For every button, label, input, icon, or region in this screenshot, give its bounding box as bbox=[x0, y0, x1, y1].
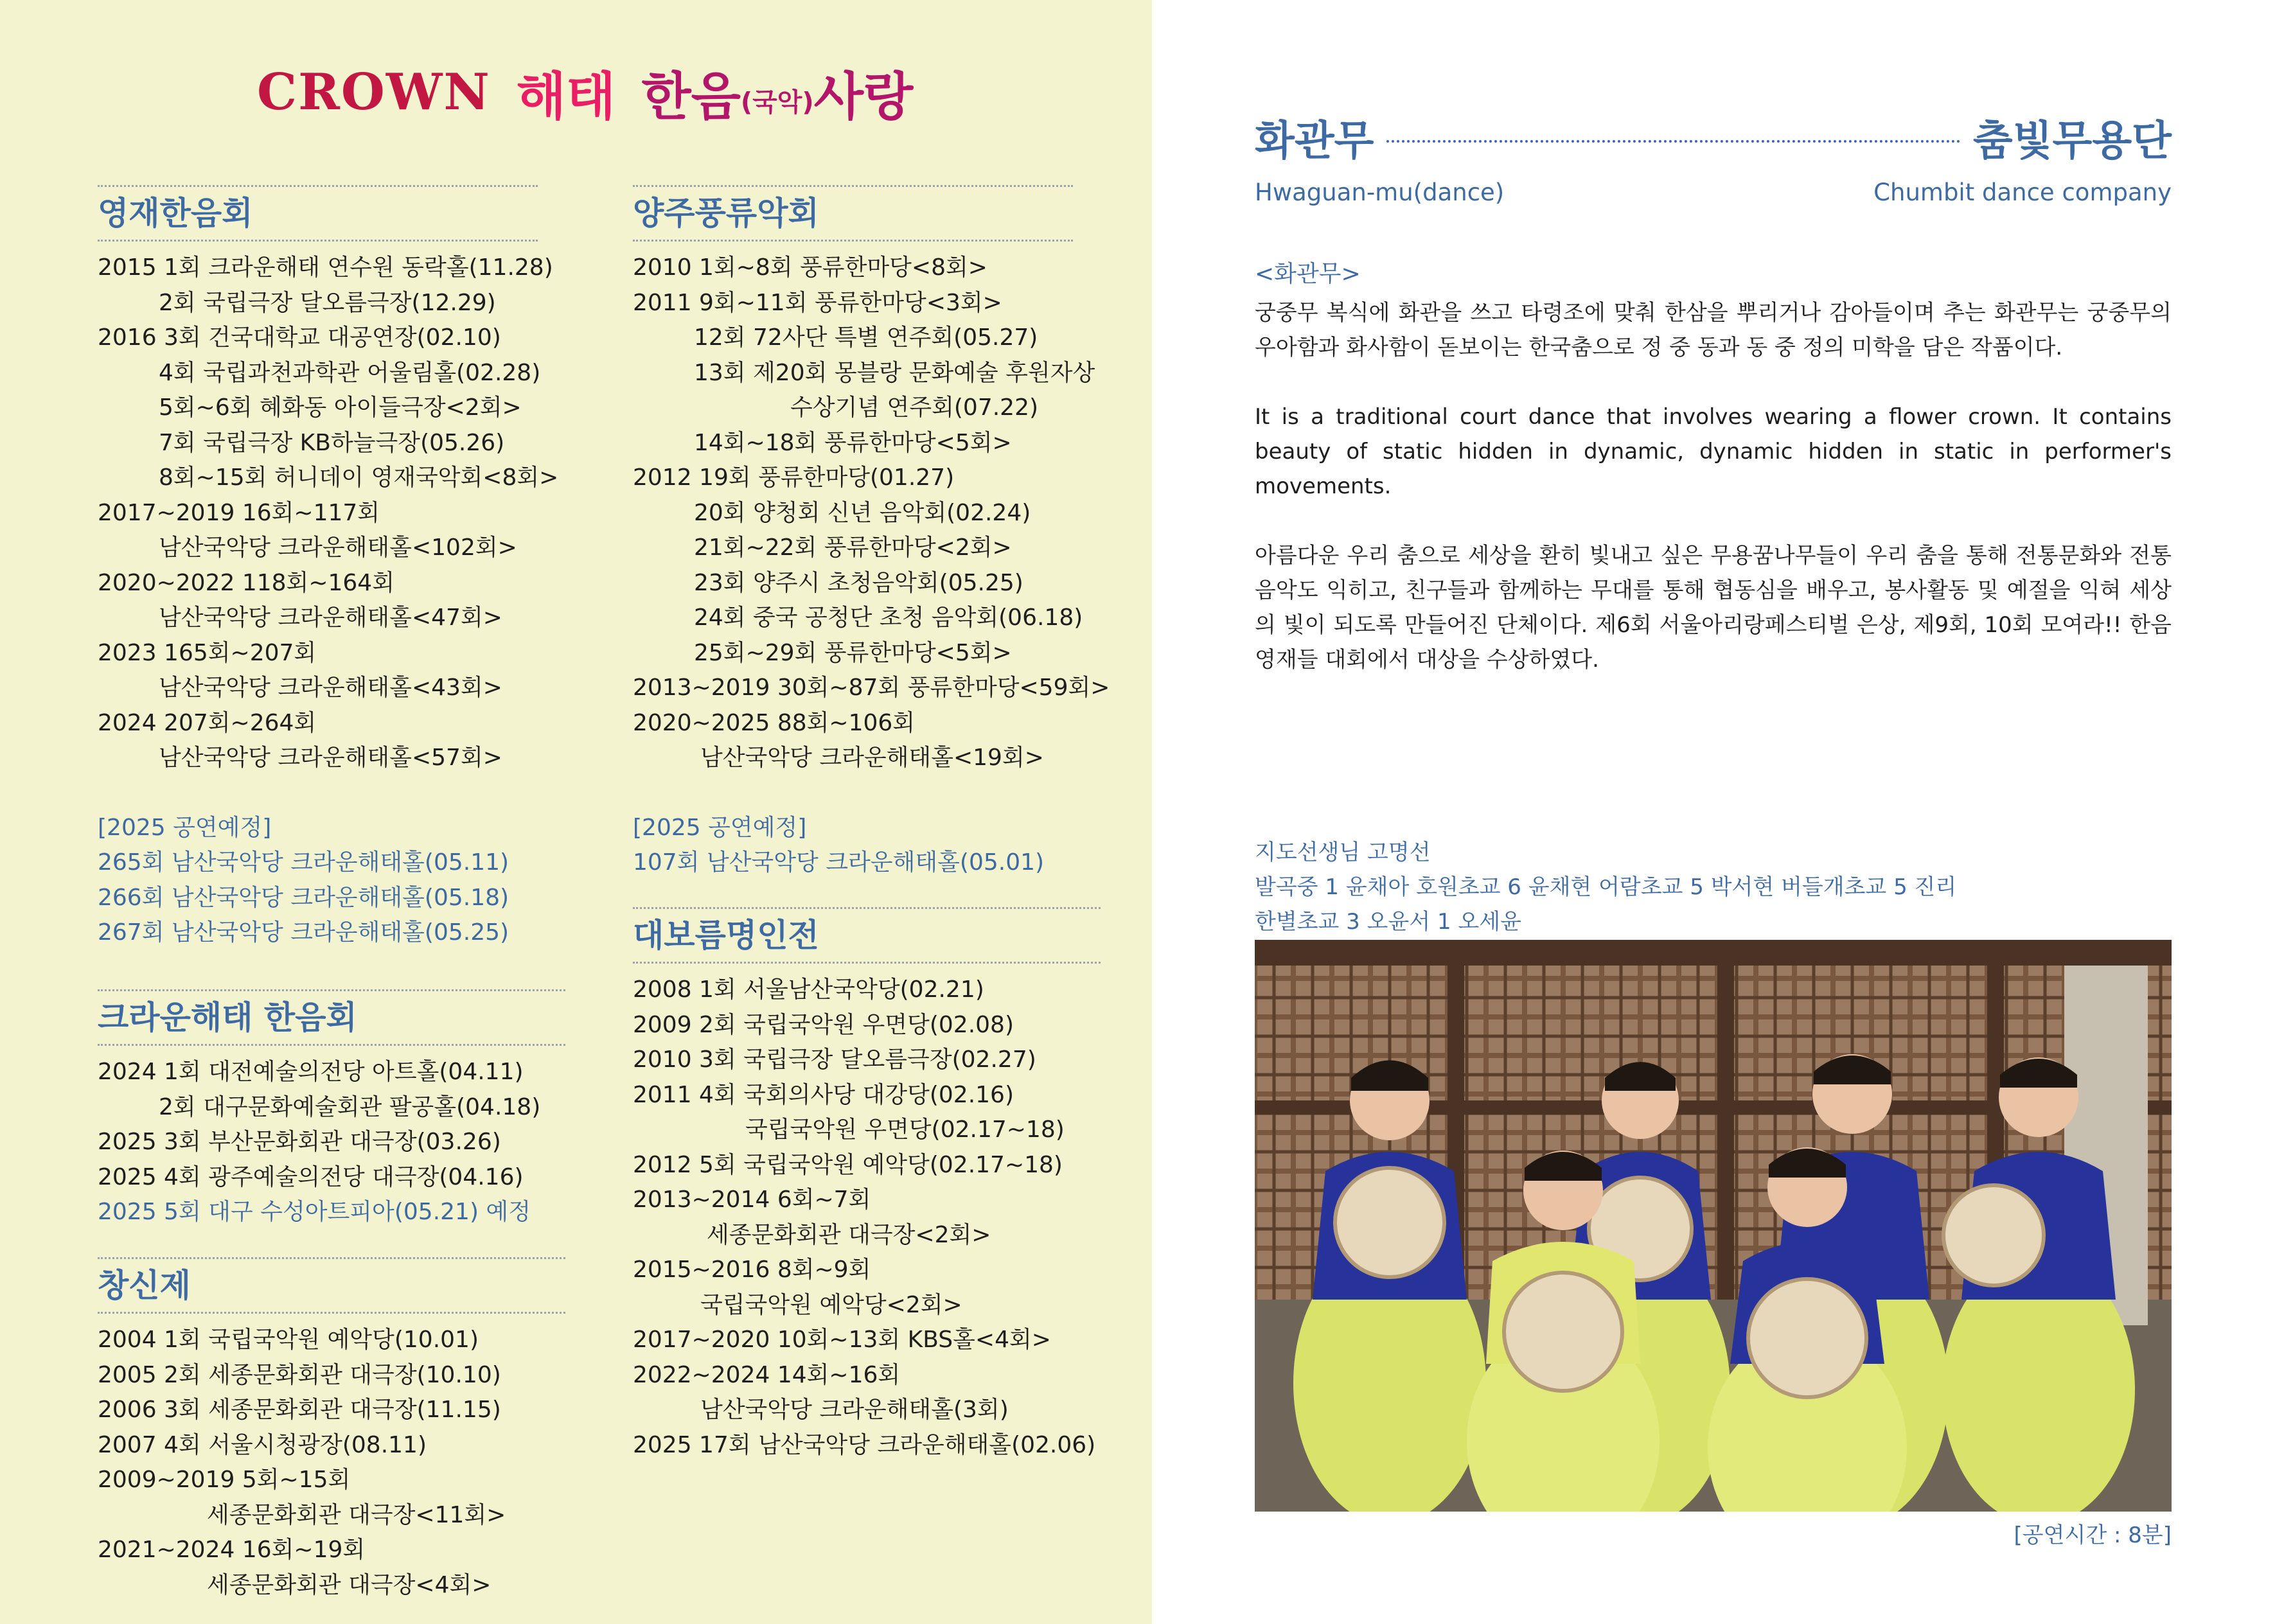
history-line: 2024 1회 대전예술의전당 아트홀(04.11) bbox=[98, 1059, 524, 1085]
daeboreum-history bbox=[633, 973, 1101, 1463]
history-line: 8회~15회 허니데이 영재국악회<8회> bbox=[159, 464, 559, 491]
piece-description bbox=[1255, 257, 2172, 712]
history-line: 2005 2회 세종문화회관 대극장(10.10) bbox=[98, 1361, 501, 1388]
section-crown-hanum bbox=[98, 989, 565, 1230]
history-line: 2013~2019 30회~87회 풍류한마당<59회> bbox=[633, 675, 1110, 701]
piece-title: 화관무 bbox=[1255, 118, 1374, 165]
history-line: 국립국악원 예악당<2회> bbox=[700, 1291, 962, 1318]
history-line: 2020~2025 88회~106회 bbox=[633, 709, 916, 736]
spacer bbox=[98, 776, 538, 811]
history-line: 남산국악당 크라운해태홀<57회> bbox=[159, 745, 502, 771]
history-line: 2020~2022 118회~164회 bbox=[98, 569, 394, 596]
planned-heading: [2025 공연예정] bbox=[633, 814, 807, 841]
members-line: 한별초교 3 오윤서 1 오세윤 bbox=[1255, 909, 1521, 935]
history-line: 남산국악당 크라운해태홀<43회> bbox=[159, 675, 502, 701]
history-line: 2013~2014 6회~7회 bbox=[633, 1187, 871, 1213]
history-line: 세종문화회관 대극장<2회> bbox=[707, 1221, 991, 1248]
history-line: 남산국악당 크라운해태홀<19회> bbox=[700, 745, 1044, 771]
title-small: (국악) bbox=[740, 87, 814, 118]
section-changsinje bbox=[98, 1257, 565, 1603]
youngjae-history bbox=[98, 251, 559, 951]
history-line: 23회 양주시 초청음악회(05.25) bbox=[694, 569, 1023, 596]
history-line: 2회 국립극장 달오름극장(12.29) bbox=[159, 289, 496, 316]
dotted-leader bbox=[1386, 140, 1960, 143]
hanum-sarang-title bbox=[641, 55, 913, 129]
history-line: 2015~2016 8회~9회 bbox=[633, 1257, 871, 1283]
history-line: 2009 2회 국립국악원 우면당(02.08) bbox=[633, 1011, 1014, 1038]
history-line: 5회~6회 혜화동 아이들극장<2회> bbox=[159, 394, 522, 421]
history-line: 2017~2019 16회~117회 bbox=[98, 499, 380, 526]
title-main: 한음 bbox=[641, 66, 741, 127]
instructor-line: 지도선생님 고명선 bbox=[1255, 840, 1431, 865]
history-line: 2025 5회 대구 수성아트피아(05.21) 예정 bbox=[98, 1199, 531, 1225]
history-line: 4회 국립과천과학관 어울림홀(02.28) bbox=[159, 359, 541, 386]
history-line: 2010 3회 국립극장 달오름극장(02.27) bbox=[633, 1046, 1036, 1073]
section-title: 크라운해태 한음회 bbox=[98, 989, 565, 1046]
history-line: 2021~2024 16회~19회 bbox=[98, 1537, 366, 1563]
crown-logo-text: CROWN bbox=[257, 62, 491, 121]
history-line: 2012 19회 풍류한마당(01.27) bbox=[633, 464, 955, 491]
piece-header bbox=[1255, 108, 2172, 206]
history-line: 남산국악당 크라운해태홀<102회> bbox=[159, 534, 517, 561]
crown-hanum-history bbox=[98, 1055, 565, 1230]
spacer bbox=[633, 776, 1073, 811]
performance-photo bbox=[1255, 940, 2172, 1512]
history-line: 2009~2019 5회~15회 bbox=[98, 1467, 351, 1493]
description-heading: <화관무> bbox=[1255, 261, 1361, 287]
history-line: 14회~18회 풍류한마당<5회> bbox=[694, 429, 1012, 456]
history-line: 2012 5회 국립국악원 예악당(02.17~18) bbox=[633, 1151, 1063, 1178]
history-line: 2022~2024 14회~16회 bbox=[633, 1361, 901, 1388]
section-title: 창신제 bbox=[98, 1257, 565, 1314]
right-page bbox=[1152, 0, 2284, 1624]
history-line: 남산국악당 크라운해태홀(3회) bbox=[700, 1397, 1009, 1423]
history-line: 7회 국립극장 KB하늘극장(05.26) bbox=[159, 429, 505, 456]
company-name-en: Chumbit dance company bbox=[1873, 179, 2172, 206]
history-line: 2007 4회 서울시청광장(08.11) bbox=[98, 1431, 427, 1458]
planned-line: 267회 남산국악당 크라운해태홀(05.25) bbox=[98, 919, 509, 946]
history-line: 국립국악원 우면당(02.17~18) bbox=[745, 1116, 1065, 1143]
performers-info bbox=[1255, 835, 2172, 939]
title-end: 사랑 bbox=[813, 66, 914, 127]
history-line: 2025 17회 남산국악당 크라운해태홀(02.06) bbox=[633, 1431, 1096, 1458]
history-line: 수상기념 연주회(07.22) bbox=[790, 394, 1039, 421]
history-line: 세종문화회관 대극장<4회> bbox=[207, 1571, 491, 1598]
history-line: 2회 대구문화예술회관 팔공홀(04.18) bbox=[159, 1093, 541, 1120]
history-line: 2016 3회 건국대학교 대공연장(02.10) bbox=[98, 324, 501, 351]
piece-subtitle-row bbox=[1255, 179, 2172, 206]
section-daeboreum bbox=[633, 907, 1101, 1463]
history-line: 2023 165회~207회 bbox=[98, 639, 317, 666]
history-line: 2008 1회 서울남산국악당(02.21) bbox=[633, 976, 984, 1003]
history-line: 2015 1회 크라운해태 연수원 동락홀(11.28) bbox=[98, 254, 553, 281]
history-line: 24회 중국 공청단 초청 음악회(06.18) bbox=[694, 605, 1083, 631]
brand-logo bbox=[257, 57, 913, 127]
history-line: 2010 1회~8회 풍류한마당<8회> bbox=[633, 254, 987, 281]
history-line: 2006 3회 세종문화회관 대극장(11.15) bbox=[98, 1397, 501, 1423]
history-line: 2025 4회 광주예술의전당 대극장(04.16) bbox=[98, 1163, 524, 1190]
section-youngjae bbox=[98, 185, 559, 951]
section-title: 영재한음회 bbox=[98, 185, 538, 242]
history-line: 2017~2020 10회~13회 KBS홀<4회> bbox=[633, 1327, 1051, 1353]
history-line: 2011 9회~11회 풍류한마당<3회> bbox=[633, 289, 1002, 316]
performance-duration: [공연시간 : 8분] bbox=[2014, 1522, 2172, 1548]
changsinje-history bbox=[98, 1323, 565, 1603]
company-description: 아름다운 우리 춤으로 세상을 환히 빛내고 싶은 무용꿈나무들이 우리 춤을 통해 전통문화와 전통음악도 익히고, 친구들과 함께하는 무대를 통해 협동심을 배우고, 봉사활동 및 예절을 익혀 세상의 빛이 되도록 만들어진 단체이다. 제6회 서울아리랑페스티벌 은상, 제9회, 10회 모여라!! 한음영재들 대회에서 대상을 수상하였다. bbox=[1255, 543, 2172, 673]
piece-title-en: Hwaguan-mu(dance) bbox=[1255, 179, 1505, 206]
history-line: 21회~22회 풍류한마당<2회> bbox=[694, 534, 1012, 561]
company-name: 춤빛무용단 bbox=[1972, 118, 2172, 165]
planned-line: 266회 남산국악당 크라운해태홀(05.18) bbox=[98, 884, 509, 911]
description-english: It is a traditional court dance that involves wearing a flower crown. It contains beauty of static hidden in dynamic, dynamic hidden in static in performer's movements. bbox=[1255, 404, 2172, 499]
dancers-illustration bbox=[1255, 940, 2172, 1512]
section-yangju bbox=[633, 185, 1110, 881]
planned-line: 265회 남산국악당 크라운해태홀(05.11) bbox=[98, 849, 509, 876]
history-line: 2011 4회 국회의사당 대강당(02.16) bbox=[633, 1081, 1014, 1108]
section-title: 대보름명인전 bbox=[633, 907, 1101, 964]
history-line: 2025 3회 부산문화회관 대극장(03.26) bbox=[98, 1129, 501, 1155]
history-line: 세종문화회관 대극장<11회> bbox=[207, 1501, 506, 1528]
planned-line: 107회 남산국악당 크라운해태홀(05.01) bbox=[633, 849, 1045, 876]
history-line: 20회 양청회 신년 음악회(02.24) bbox=[694, 499, 1031, 526]
description-korean: 궁중무 복식에 화관을 쓰고 타령조에 맞춰 한삼을 뿌리거나 감아들이며 추는 화관무는 궁중무의 우아함과 화사함이 돋보이는 한국춤으로 정 중 동과 동 중 정의 미학을 담은 작품이다. bbox=[1255, 300, 2172, 360]
history-line: 13회 제20회 몽블랑 문화예술 후원자상 bbox=[694, 359, 1095, 386]
history-line: 25회~29회 풍류한마당<5회> bbox=[694, 639, 1012, 666]
history-line: 남산국악당 크라운해태홀<47회> bbox=[159, 605, 502, 631]
section-title: 양주풍류악회 bbox=[633, 185, 1073, 242]
history-line: 12회 72사단 특별 연주회(05.27) bbox=[694, 324, 1038, 351]
yangju-history bbox=[633, 251, 1110, 881]
piece-title-row bbox=[1255, 108, 2172, 167]
planned-heading: [2025 공연예정] bbox=[98, 814, 272, 841]
members-line: 발곡중 1 윤채아 호원초교 6 윤채현 어람초교 5 박서현 버들개초교 5 진리 bbox=[1255, 874, 1957, 900]
haetae-logo-text: 해태 bbox=[516, 66, 616, 127]
history-line: 2004 1회 국립국악원 예악당(10.01) bbox=[98, 1327, 479, 1353]
history-line: 2024 207회~264회 bbox=[98, 709, 317, 736]
